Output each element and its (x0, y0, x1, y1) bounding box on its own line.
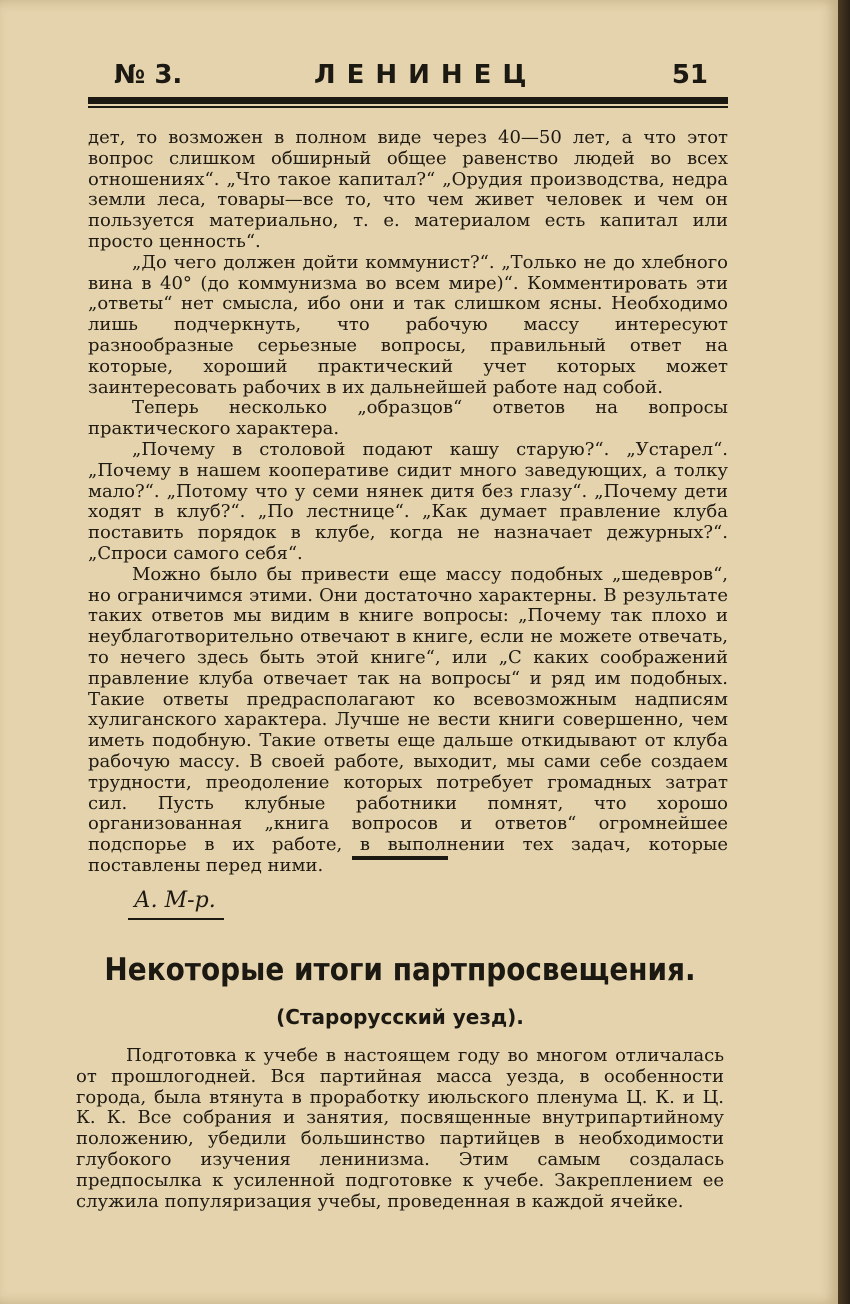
header-rule-thin (88, 106, 728, 108)
paragraph: Теперь несколько „образцов“ ответов на вопросы практического характера. (88, 397, 728, 440)
paragraph: Подготовка к учебе в настоящем году во многом отличалась от прошлогодней. Вся партийная масса уезда, в особенности города, была втянута в проработку июльского пленума Ц. К. и Ц. К. К. Все собрания и занятия, посвященные внутрипартийному положению, убедили большинство партийцев в необходимости глубокого изучения ленинизма. Этим самым создалась предпосылка к усиленной подготовке к учебе. Закреплением ее служила популяризация учебы, проведенная в каждой ячейке. (76, 1045, 724, 1212)
author-signature: А. М-р. (134, 888, 216, 913)
page-edge (838, 0, 850, 1304)
paragraph: „Почему в столовой подают кашу старую?“. „Устарел“. „Почему в нашем кооперативе сидит много заведующих, а толку мало?“. „Потому что у семи нянек дитя без глазу“. „Почему дети ходят в клуб?“. „По лестнице“. „Как думает правление клуба поставить порядок в клубе, когда не назначает дежурных?“. „Спроси самого себя“. (88, 438, 728, 564)
paragraph: „До чего должен дойти коммунист?“. „Только не до хлебного вина в 40° (до коммунизма во всем мире)“. Комментировать эти „ответы“ нет смысла, ибо они и так слишком ясны. Необходимо лишь подчеркнуть, что рабочую массу интересуют разнообразные серьезные вопросы, правильный ответ на которые, хороший практический учет которых может заинтересовать рабочих в их дальнейшей работе над собой. (88, 251, 728, 398)
page-header (88, 60, 728, 100)
author-underline (128, 918, 224, 920)
article-body (88, 128, 728, 877)
article-title: Некоторые итоги партпросвещения. (104, 952, 696, 988)
article-subtitle: (Старорусский уезд). (276, 1005, 524, 1029)
journal-title: ЛЕНИНЕЦ (314, 60, 538, 90)
paragraph: Можно было бы привести еще массу подобных „шедевров“, но ограничимся этими. Они достаточно характерны. В результате таких ответов мы видим в книге вопросы: „Почему так плохо и неублаготворительно отвечают в книге, если не можете отвечать, то нечего здесь быть этой книге“, или „С каких соображений правление клуба отвечает так на вопросы“ и ряд им подобных. Такие ответы предрасполагают ко всевозможным надписям хулиганского характера. Лучше не вести книги совершенно, чем иметь подобную. Такие ответы еще дальше откидывают от клуба рабочую массу. В своей работе, выходит, мы сами себе создаем трудности, преодоление которых потребует громадных затрат сил. Пусть клубные работники помнят, что хорошо организованная „книга вопросов и ответов“ огромнейшее подспорье в их работе, в выполнении тех задач, которые поставлены перед ними. (88, 563, 728, 876)
header-rule-thick (88, 97, 728, 104)
paragraph: дет, то возможен в полном виде через 40—50 лет, а что этот вопрос слишком обширный общее равенство людей во всех отношениях“. „Что такое капитал?“ „Орудия производства, недра земли леса, товары—все то, что чем живет человек и чем он пользуется материально, т. е. материалом есть капитал или просто ценность“. (88, 127, 728, 252)
article2-body (76, 1046, 724, 1212)
issue-number: № 3. (114, 60, 183, 90)
section-divider (352, 856, 448, 860)
page-number: 51 (671, 60, 708, 90)
